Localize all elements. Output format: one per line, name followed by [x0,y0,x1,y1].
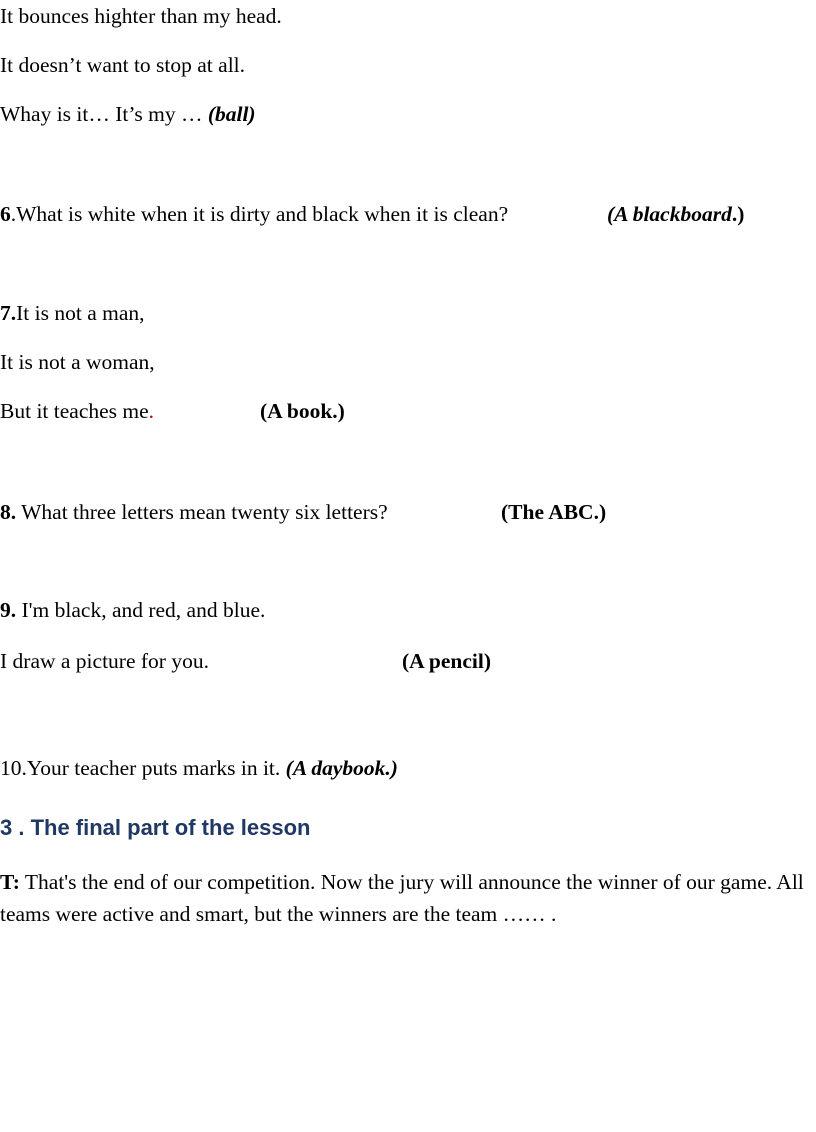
riddle-7-line-2: It is not a woman, [0,350,155,374]
riddle-6-answer-text: (A blackboard [607,202,732,226]
riddle-6-answer [607,201,744,227]
riddle-10 [0,755,398,781]
riddle-7-answer: (A book.) [260,399,345,423]
riddle-8 [0,499,388,525]
riddle-ball-line-1: It bounces highter than my head. [0,4,282,28]
riddle-ball-answer: (ball) [207,102,256,126]
riddle-7-number: 7. [0,301,17,325]
riddle-9-line-2: I draw a picture for you. [0,649,209,673]
speaker-label: T: [0,870,20,894]
riddle-7-line-3-text: But it teaches me [0,399,149,423]
riddle-10-question: 10.Your teacher puts marks in it. [0,756,286,780]
riddle-9-number: 9. [0,598,17,622]
riddle-9-answer: (A pencil) [402,649,491,673]
riddle-7-line-3-dot: . [148,399,155,423]
riddle-6-number: 6 [0,202,11,226]
section-heading: 3 . The final part of the lesson [0,815,311,840]
riddle-7-line-1 [0,300,145,326]
riddle-6-question: .What is white when it is dirty and black when it is clean? [10,202,509,226]
riddle-6-answer-end: .) [731,202,745,226]
riddle-8-question: What three letters mean twenty six letters? [16,500,388,524]
section-paragraph [0,866,816,930]
section-text: That's the end of our competition. Now the jury will announce the winner of our game. All teams were active and smart, but the winners are the team …… . [0,870,804,926]
riddle-7-line-3 [0,398,154,424]
riddle-10-answer: (A daybook.) [285,756,398,780]
riddle-9-line-1-text: I'm black, and red, and blue. [16,598,266,622]
riddle-7-line-1-text: It is not a man, [16,301,145,325]
riddle-8-number: 8. [0,500,17,524]
riddle-ball-line-2: It doesn’t want to stop at all. [0,53,246,77]
riddle-ball-line-3 [0,101,256,127]
riddle-6 [0,201,508,227]
riddle-9-line-1 [0,597,265,623]
riddle-8-answer: (The ABC.) [501,500,607,524]
riddle-ball-line-3-text: Whay is it… It’s my … [0,102,208,126]
